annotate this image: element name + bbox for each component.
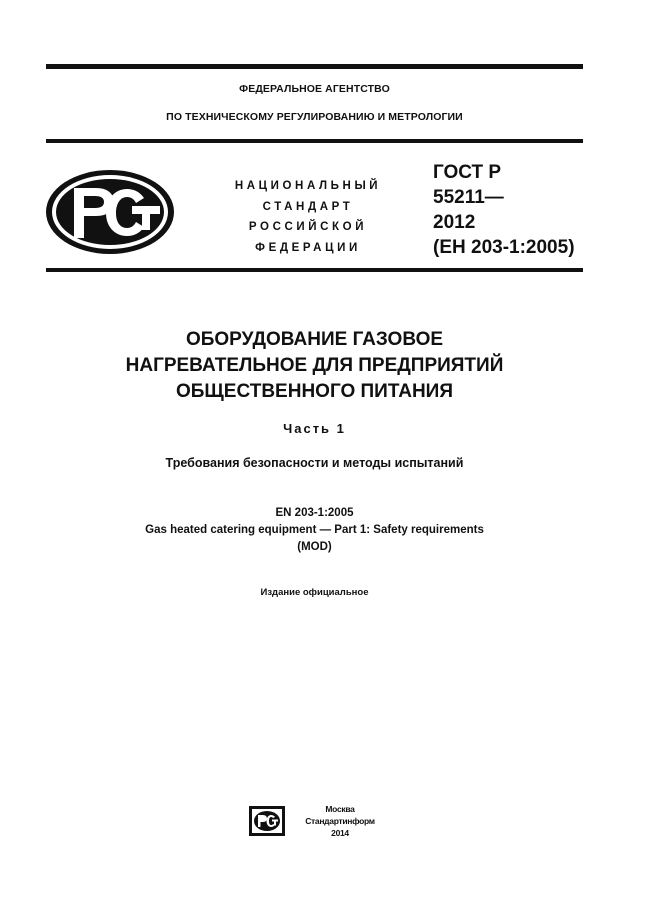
gost-line: ГОСТ Р	[433, 162, 502, 183]
agency-line-1: ФЕДЕРАЛЬНОЕ АГЕНТСТВО	[239, 83, 390, 95]
en-line: Gas heated catering equipment — Part 1: Safety requirements	[145, 524, 484, 536]
document-subtitle: Требования безопасности и методы испытаний	[165, 456, 464, 470]
part-label: Часть 1	[283, 421, 346, 436]
gost-line: 55211—	[433, 187, 504, 208]
national-line: НАЦИОНАЛЬНЫЙ	[234, 180, 382, 192]
publisher-info	[290, 803, 390, 839]
agency-line-2: ПО ТЕХНИЧЕСКОМУ РЕГУЛИРОВАНИЮ И МЕТРОЛОГИИ	[166, 111, 463, 123]
title-line: ОБЩЕСТВЕННОГО ПИТАНИЯ	[176, 381, 453, 402]
national-line: ФЕДЕРАЦИИ	[255, 241, 361, 254]
en-reference	[46, 505, 583, 556]
national-line: РОССИЙСКОЙ	[248, 221, 368, 233]
national-standard-label	[210, 176, 406, 258]
publisher-year: 2014	[331, 828, 349, 838]
gost-designation	[433, 160, 575, 260]
en-line: (MOD)	[297, 541, 332, 553]
gost-line: 2012	[433, 212, 476, 233]
middle-rule	[46, 139, 583, 143]
document-title	[46, 327, 583, 405]
standartinform-logo-icon	[249, 806, 285, 836]
gost-r-logo-icon	[44, 168, 176, 256]
title-line: НАГРЕВАТЕЛЬНОЕ ДЛЯ ПРЕДПРИЯТИЙ	[125, 355, 504, 376]
edition-label: Издание официальное	[260, 587, 369, 598]
title-line: ОБОРУДОВАНИЕ ГАЗОВОЕ	[185, 329, 444, 350]
publisher-name: Стандартинформ	[305, 816, 375, 826]
en-line: EN 203-1:2005	[275, 507, 354, 519]
top-rule	[46, 64, 583, 69]
publisher-city: Москва	[325, 804, 355, 814]
lower-rule	[46, 268, 583, 272]
gost-line: (ЕН 203-1:2005)	[433, 237, 575, 258]
national-line: СТАНДАРТ	[262, 200, 354, 213]
